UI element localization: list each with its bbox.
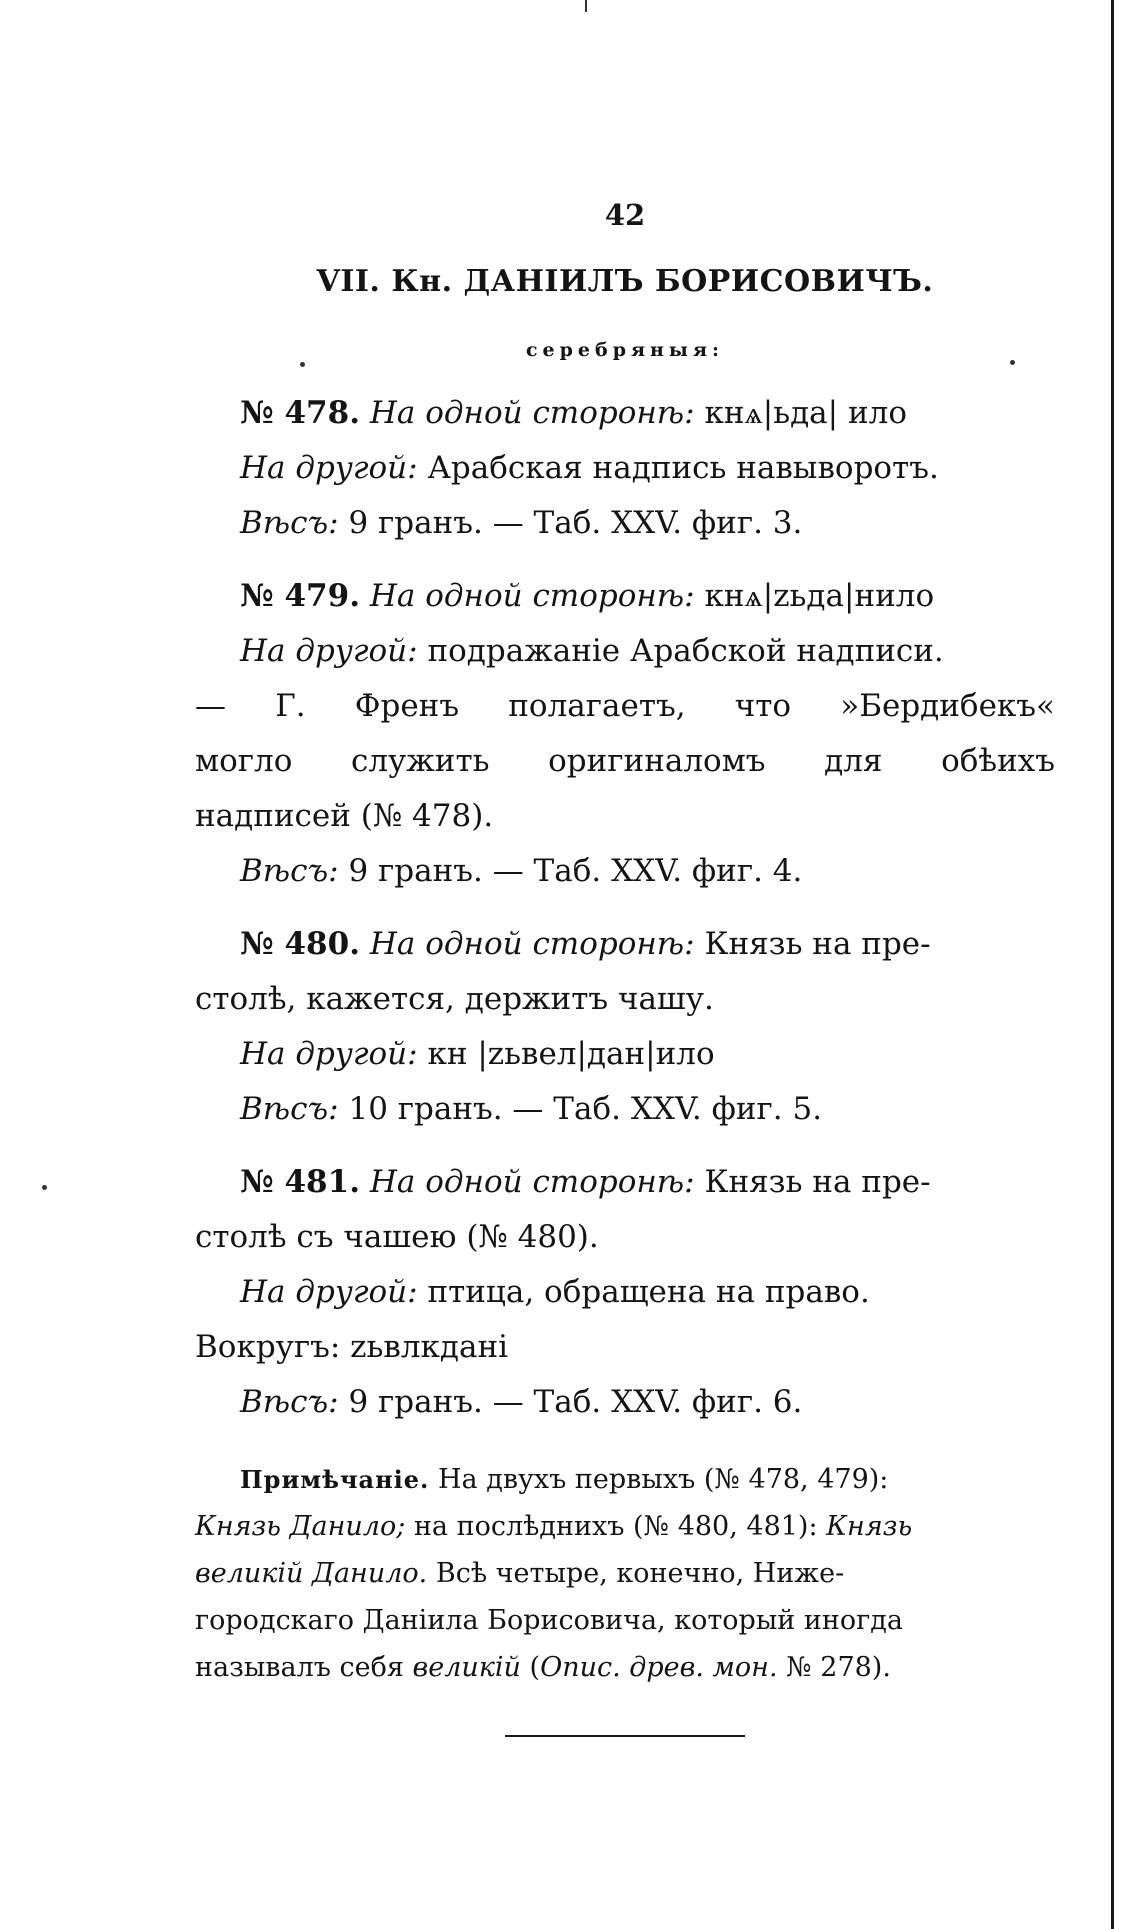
speck [42, 1185, 47, 1190]
coin-entry-478 [195, 386, 1055, 551]
page-content [195, 190, 1055, 1737]
entry-line: Вокругъ: zьвлкдані [195, 1329, 509, 1365]
section-heading: VII. Кн. ДАНІИЛЪ БОРИСОВИЧЪ. [316, 264, 934, 299]
entry-line: На другой: кн |zьвел|дан|ило [240, 1036, 715, 1072]
top-margin-mark [585, 0, 587, 12]
entry-line: На другой: Арабская надпись навыворотъ. [240, 450, 939, 486]
entry-line: № 480. На одной сторонѣ: Князь на пре- [240, 926, 931, 962]
page-number: 42 [604, 198, 646, 232]
page-edge-line [1111, 0, 1114, 1929]
entry-line: № 479. На одной сторонѣ: кнѧ|zьда|нило [240, 578, 935, 614]
entry-line: Вѣсъ: 9 гранъ. — Таб. XXV. фиг. 3. [240, 505, 803, 541]
note-line: Князь Данило; на послѣднихъ (№ 480, 481): Князь [195, 1511, 913, 1542]
note-line: называлъ себя великій (Опис. древ. мон. № 278). [195, 1652, 891, 1683]
note-line: городскаго Даніила Борисовича, который иногда [195, 1605, 903, 1636]
entry-line: На другой: подражаніе Арабской надписи. [240, 633, 944, 669]
entry-line: № 481. На одной сторонѣ: Князь на пре- [240, 1164, 931, 1200]
note-line: великій Данило. Всѣ четыре, конечно, Ниже- [195, 1558, 845, 1589]
entry-line: Вѣсъ: 9 гранъ. — Таб. XXV. фиг. 6. [240, 1384, 803, 1420]
entry-line: столѣ съ чашею (№ 480). [195, 1219, 599, 1255]
entry-line: На другой: птица, обращена на право. [240, 1274, 870, 1310]
entry-line: Вѣсъ: 9 гранъ. — Таб. XXV. фиг. 4. [240, 853, 803, 889]
entry-line: — Г. Френъ полагаетъ, что »Бердибекъ« [195, 688, 1055, 724]
entry-line: могло служить оригиналомъ для обѣихъ [195, 743, 1055, 779]
section-subheading: серебряныя: [525, 339, 725, 361]
end-rule [505, 1735, 745, 1737]
note-line: Примѣчаніе. На двухъ первыхъ (№ 478, 479): [240, 1464, 889, 1495]
entry-line: надписей (№ 478). [195, 798, 494, 834]
entry-line: столѣ, кажется, держитъ чашу. [195, 981, 714, 1017]
footnote [195, 1456, 1055, 1691]
coin-entry-481 [195, 1155, 1055, 1430]
coin-entry-479 [195, 569, 1055, 899]
coin-entry-480 [195, 917, 1055, 1137]
entry-line: Вѣсъ: 10 гранъ. — Таб. XXV. фиг. 5. [240, 1091, 823, 1127]
entry-line: № 478. На одной сторонѣ: кнѧ|ьда| ило [240, 395, 907, 431]
